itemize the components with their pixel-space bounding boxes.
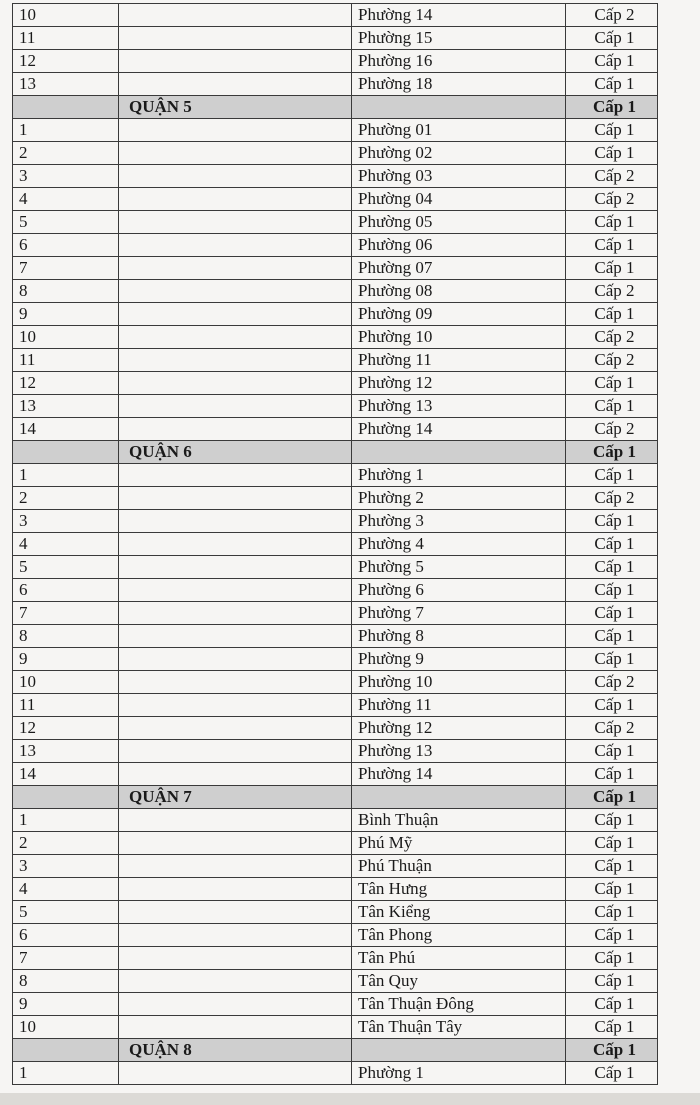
ward-name-cell: Phường 7 [352,602,566,625]
table-row [13,1016,658,1039]
ward-name-cell: Tân Hưng [352,878,566,901]
row-number-cell: 7 [13,257,119,280]
table-row [13,211,658,234]
table-row [13,970,658,993]
ward-name-cell: Tân Thuận Đông [352,993,566,1016]
level-cell: Cấp 1 [566,303,658,326]
row-number-cell: 2 [13,487,119,510]
district-name-cell [119,993,352,1016]
table-row [13,487,658,510]
ward-name-cell: Phú Thuận [352,855,566,878]
row-number-cell: 13 [13,740,119,763]
district-name-cell [119,464,352,487]
row-number-cell: 10 [13,671,119,694]
row-number-cell: 4 [13,188,119,211]
district-name-cell [119,326,352,349]
ward-name-cell: Phường 01 [352,119,566,142]
district-name-cell [119,809,352,832]
level-cell: Cấp 1 [566,96,658,119]
district-name-cell [119,142,352,165]
table-row [13,855,658,878]
level-cell: Cấp 1 [566,694,658,717]
table-row [13,717,658,740]
ward-name-cell: Phường 02 [352,142,566,165]
district-name-cell [119,533,352,556]
level-cell: Cấp 2 [566,280,658,303]
level-cell: Cấp 1 [566,556,658,579]
level-cell: Cấp 1 [566,878,658,901]
level-cell: Cấp 1 [566,1039,658,1062]
ward-name-cell: Phường 1 [352,1062,566,1085]
district-name-cell [119,280,352,303]
district-name-cell [119,418,352,441]
row-number-cell [13,1039,119,1062]
ward-name-cell: Tân Thuận Tây [352,1016,566,1039]
district-name-cell [119,165,352,188]
table-row [13,50,658,73]
table-row [13,947,658,970]
row-number-cell: 2 [13,832,119,855]
ward-name-cell: Phường 09 [352,303,566,326]
row-number-cell: 10 [13,4,119,27]
table-row [13,188,658,211]
level-cell: Cấp 1 [566,648,658,671]
ward-classification-table [12,3,658,1085]
row-number-cell: 1 [13,1062,119,1085]
ward-name-cell: Phường 08 [352,280,566,303]
district-name-cell [119,73,352,96]
ward-name-cell: Phường 3 [352,510,566,533]
level-cell: Cấp 2 [566,671,658,694]
ward-name-cell: Phường 05 [352,211,566,234]
row-number-cell: 8 [13,970,119,993]
district-header-row [13,786,658,809]
table-row [13,694,658,717]
district-name-cell [119,832,352,855]
table-row [13,464,658,487]
table-row [13,993,658,1016]
ward-name-cell: Phường 9 [352,648,566,671]
table-row [13,395,658,418]
ward-name-cell: Tân Phong [352,924,566,947]
ward-name-cell: Phường 14 [352,4,566,27]
district-name-cell [119,878,352,901]
level-cell: Cấp 1 [566,50,658,73]
row-number-cell: 1 [13,119,119,142]
level-cell: Cấp 1 [566,901,658,924]
row-number-cell: 3 [13,510,119,533]
level-cell: Cấp 1 [566,763,658,786]
district-name-cell: QUẬN 8 [119,1039,352,1062]
row-number-cell: 12 [13,50,119,73]
row-number-cell [13,96,119,119]
table-row [13,165,658,188]
level-cell: Cấp 1 [566,142,658,165]
district-header-row [13,441,658,464]
ward-name-cell: Phường 10 [352,326,566,349]
table-row [13,73,658,96]
district-name-cell [119,119,352,142]
district-name-cell [119,602,352,625]
table-row [13,418,658,441]
district-name-cell [119,27,352,50]
row-number-cell: 14 [13,418,119,441]
district-name-cell [119,4,352,27]
ward-name-cell: Phú Mỹ [352,832,566,855]
ward-name-cell: Tân Kiểng [352,901,566,924]
table-row [13,740,658,763]
district-name-cell [119,257,352,280]
level-cell: Cấp 1 [566,533,658,556]
table-row [13,832,658,855]
row-number-cell: 3 [13,855,119,878]
ward-name-cell: Phường 6 [352,579,566,602]
row-number-cell: 6 [13,579,119,602]
ward-name-cell: Phường 03 [352,165,566,188]
district-name-cell [119,901,352,924]
district-name-cell [119,671,352,694]
row-number-cell: 12 [13,372,119,395]
row-number-cell: 10 [13,1016,119,1039]
table-row [13,280,658,303]
level-cell: Cấp 1 [566,119,658,142]
district-name-cell [119,372,352,395]
level-cell: Cấp 2 [566,4,658,27]
table-row [13,142,658,165]
row-number-cell: 4 [13,533,119,556]
ward-name-cell: Phường 13 [352,740,566,763]
table-row [13,257,658,280]
district-name-cell [119,947,352,970]
level-cell: Cấp 1 [566,579,658,602]
level-cell: Cấp 1 [566,855,658,878]
level-cell: Cấp 2 [566,188,658,211]
level-cell: Cấp 1 [566,27,658,50]
district-header-row [13,96,658,119]
level-cell: Cấp 1 [566,993,658,1016]
district-name-cell [119,487,352,510]
level-cell: Cấp 1 [566,257,658,280]
table-row [13,27,658,50]
row-number-cell: 6 [13,234,119,257]
ward-name-cell: Phường 18 [352,73,566,96]
row-number-cell: 7 [13,602,119,625]
level-cell: Cấp 1 [566,832,658,855]
level-cell: Cấp 1 [566,211,658,234]
ward-name-cell: Phường 14 [352,763,566,786]
district-name-cell [119,740,352,763]
table-row [13,372,658,395]
ward-name-cell: Phường 10 [352,671,566,694]
level-cell: Cấp 1 [566,464,658,487]
ward-name-cell: Phường 8 [352,625,566,648]
ward-name-cell: Phường 14 [352,418,566,441]
district-name-cell [119,349,352,372]
district-name-cell [119,855,352,878]
level-cell: Cấp 1 [566,740,658,763]
table-row [13,579,658,602]
ward-name-cell: Phường 11 [352,694,566,717]
district-name-cell [119,924,352,947]
ward-name-cell: Phường 07 [352,257,566,280]
district-name-cell [119,395,352,418]
district-name-cell [119,1016,352,1039]
level-cell: Cấp 1 [566,970,658,993]
table-row [13,1062,658,1085]
level-cell: Cấp 1 [566,809,658,832]
row-number-cell: 11 [13,27,119,50]
table-row [13,510,658,533]
table-row [13,556,658,579]
row-number-cell: 5 [13,556,119,579]
row-number-cell [13,786,119,809]
district-name-cell [119,579,352,602]
district-name-cell: QUẬN 6 [119,441,352,464]
row-number-cell: 11 [13,349,119,372]
district-name-cell [119,763,352,786]
district-name-cell: QUẬN 7 [119,786,352,809]
ward-name-cell: Phường 12 [352,372,566,395]
row-number-cell: 9 [13,303,119,326]
row-number-cell: 14 [13,763,119,786]
level-cell: Cấp 1 [566,602,658,625]
district-name-cell [119,211,352,234]
table-row [13,924,658,947]
table-row [13,234,658,257]
table-row [13,533,658,556]
ward-name-cell: Tân Quy [352,970,566,993]
table-row [13,303,658,326]
row-number-cell: 8 [13,280,119,303]
row-number-cell: 13 [13,73,119,96]
row-number-cell: 9 [13,993,119,1016]
row-number-cell [13,441,119,464]
ward-name-cell: Phường 11 [352,349,566,372]
ward-name-cell: Phường 5 [352,556,566,579]
row-number-cell: 5 [13,211,119,234]
level-cell: Cấp 1 [566,1016,658,1039]
district-name-cell [119,556,352,579]
ward-name-cell [352,441,566,464]
table-row [13,326,658,349]
level-cell: Cấp 1 [566,786,658,809]
level-cell: Cấp 2 [566,349,658,372]
level-cell: Cấp 2 [566,717,658,740]
row-number-cell: 1 [13,809,119,832]
row-number-cell: 11 [13,694,119,717]
table-row [13,648,658,671]
table-body [13,4,658,1085]
ward-name-cell [352,1039,566,1062]
ward-name-cell: Phường 15 [352,27,566,50]
ward-name-cell: Phường 13 [352,395,566,418]
ward-name-cell: Phường 1 [352,464,566,487]
level-cell: Cấp 2 [566,165,658,188]
table-row [13,671,658,694]
ward-name-cell [352,786,566,809]
row-number-cell: 12 [13,717,119,740]
level-cell: Cấp 1 [566,947,658,970]
level-cell: Cấp 2 [566,326,658,349]
ward-name-cell: Phường 2 [352,487,566,510]
district-name-cell [119,234,352,257]
row-number-cell: 7 [13,947,119,970]
row-number-cell: 13 [13,395,119,418]
level-cell: Cấp 1 [566,73,658,96]
ward-name-cell: Bình Thuận [352,809,566,832]
table-row [13,763,658,786]
row-number-cell: 4 [13,878,119,901]
ward-name-cell: Phường 12 [352,717,566,740]
ward-name-cell: Phường 4 [352,533,566,556]
level-cell: Cấp 2 [566,487,658,510]
table-row [13,878,658,901]
district-name-cell [119,970,352,993]
table-row [13,901,658,924]
district-name-cell [119,510,352,533]
level-cell: Cấp 2 [566,418,658,441]
level-cell: Cấp 1 [566,1062,658,1085]
district-name-cell [119,625,352,648]
ward-name-cell: Phường 16 [352,50,566,73]
ward-name-cell: Phường 04 [352,188,566,211]
row-number-cell: 10 [13,326,119,349]
level-cell: Cấp 1 [566,625,658,648]
row-number-cell: 9 [13,648,119,671]
table-row [13,809,658,832]
level-cell: Cấp 1 [566,924,658,947]
row-number-cell: 3 [13,165,119,188]
ward-name-cell [352,96,566,119]
table-row [13,349,658,372]
district-name-cell [119,1062,352,1085]
district-name-cell [119,188,352,211]
row-number-cell: 8 [13,625,119,648]
district-name-cell [119,50,352,73]
table-row [13,4,658,27]
district-header-row [13,1039,658,1062]
table-row [13,625,658,648]
row-number-cell: 5 [13,901,119,924]
row-number-cell: 1 [13,464,119,487]
row-number-cell: 6 [13,924,119,947]
district-name-cell: QUẬN 5 [119,96,352,119]
district-name-cell [119,648,352,671]
district-name-cell [119,303,352,326]
district-name-cell [119,717,352,740]
level-cell: Cấp 1 [566,372,658,395]
row-number-cell: 2 [13,142,119,165]
level-cell: Cấp 1 [566,234,658,257]
scan-bottom-edge [0,1093,700,1105]
level-cell: Cấp 1 [566,510,658,533]
district-name-cell [119,694,352,717]
level-cell: Cấp 1 [566,395,658,418]
table-row [13,602,658,625]
ward-name-cell: Phường 06 [352,234,566,257]
level-cell: Cấp 1 [566,441,658,464]
table-row [13,119,658,142]
ward-name-cell: Tân Phú [352,947,566,970]
